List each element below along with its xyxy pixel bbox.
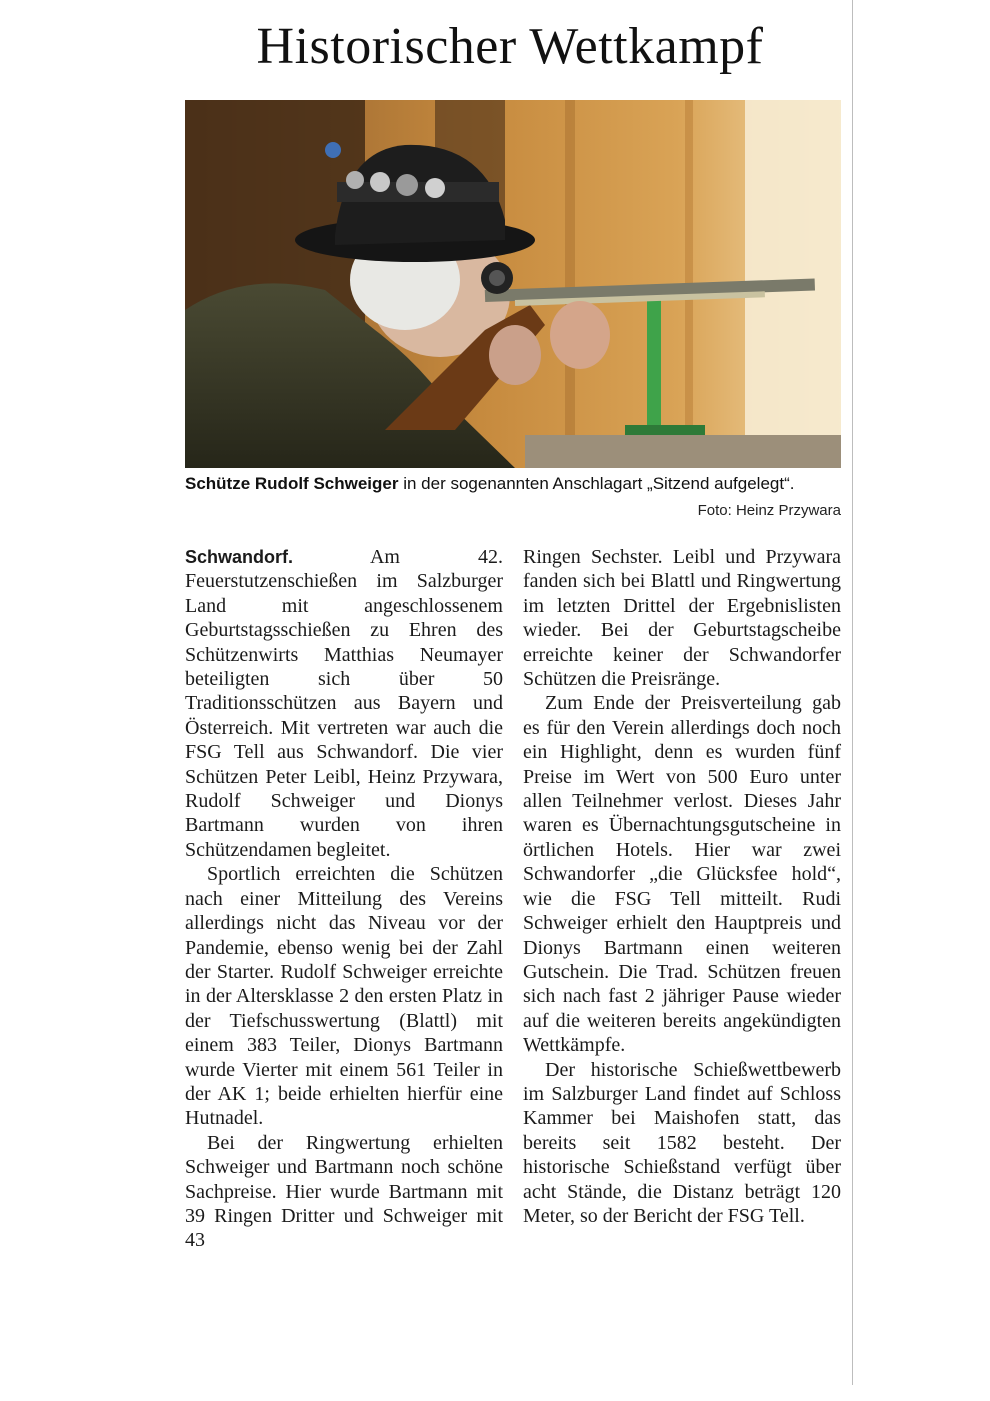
paragraph: Ringen Sechster. Leibl und Przywara fanden sich bei Blattl und Ringwertung im letzten Drittel der Ergebnislisten wieder. Bei der Geburtstagscheibe erreichte keiner der Schwandorfer Schützen die Preisränge. bbox=[523, 546, 841, 691]
paragraph: Der historische Schießwettbewerb im Salzburger Land findet auf Schloss Kammer bei Maishofen statt, das bereits seit 1582 besteht. Der historische Schießstand verfügt über acht Stände, die Distanz beträgt 120 Meter, so der Bericht der FSG Tell. bbox=[523, 1058, 841, 1227]
article-photo bbox=[185, 100, 841, 468]
photo-caption bbox=[185, 472, 841, 522]
article-column-1 bbox=[185, 545, 503, 1253]
paragraph-text: Am 42. Feuerstutzenschießen im Salzburger Land mit angeschlossenem Geburtstagsschießen zu Ehren des Schützenwirts Matthias Neumayer beteiligten sich über 50 Traditionsschützen aus Bayern und Österreich. Mit vertreten war auch die FSG Tell aus Schwandorf. Die vier Schützen Peter Leibl, Heinz Przywara, Rudolf Schweiger und Dionys Bartmann wurden von ihren Schützendamen begleitet. bbox=[185, 546, 503, 861]
photo-credit: Foto: Heinz Przywara bbox=[697, 502, 841, 519]
paragraph bbox=[185, 545, 503, 862]
caption-subject-name: Schütze Rudolf Schweiger bbox=[185, 474, 399, 493]
paragraph: Sportlich erreichten die Schützen nach einer Mitteilung des Vereins allerdings nicht das Niveau vor der Pandemie, ebenso wenig bei der Zahl der Starter. Rudolf Schweiger erreichte in der Altersklasse 2 den ersten Platz in der Tiefschusswertung (Blattl) mit einem 383 Teiler, Dionys Bartmann wurde Vierter mit einem 561 Teiler in der AK 1; beide erhielten hierfür eine Hutnadel. bbox=[185, 863, 503, 1130]
marksman-photo-illustration bbox=[185, 100, 841, 468]
headline: Historischer Wettkampf bbox=[256, 18, 764, 75]
dateline: Schwandorf. bbox=[185, 547, 294, 567]
caption-text: in der sogenannten Anschlagart „Sitzend aufgelegt“. bbox=[398, 474, 795, 493]
paragraph: Bei der Ringwertung erhielten Schweiger und Bartmann noch schöne Sachpreise. Hier wurde Bartmann mit 39 Ringen Dritter und Schweiger mit 43 bbox=[185, 1131, 503, 1252]
paragraph: Zum Ende der Preisverteilung gab es für den Verein allerdings doch noch ein Highlight, denn es wurden fünf Preise im Wert von 500 Euro unter allen Teilnehmer verlost. Dieses Jahr waren es Übernachtungsgutscheine in örtlichen Hotels. Hier war zwei Schwandorfer „die Glücksfee hold“, wie die FSG Tell mitteilt. Rudi Schweiger erhielt den Hauptpreis und Dionys Bartmann einen weiteren Gutschein. Die Trad. Schützen freuen sich nach fast 2 jähriger Pause wieder auf die weiteren bereits angekündigten Wettkämpfe. bbox=[523, 692, 841, 1057]
article-column-2 bbox=[523, 545, 841, 1228]
page-edge-rule bbox=[852, 0, 853, 1385]
